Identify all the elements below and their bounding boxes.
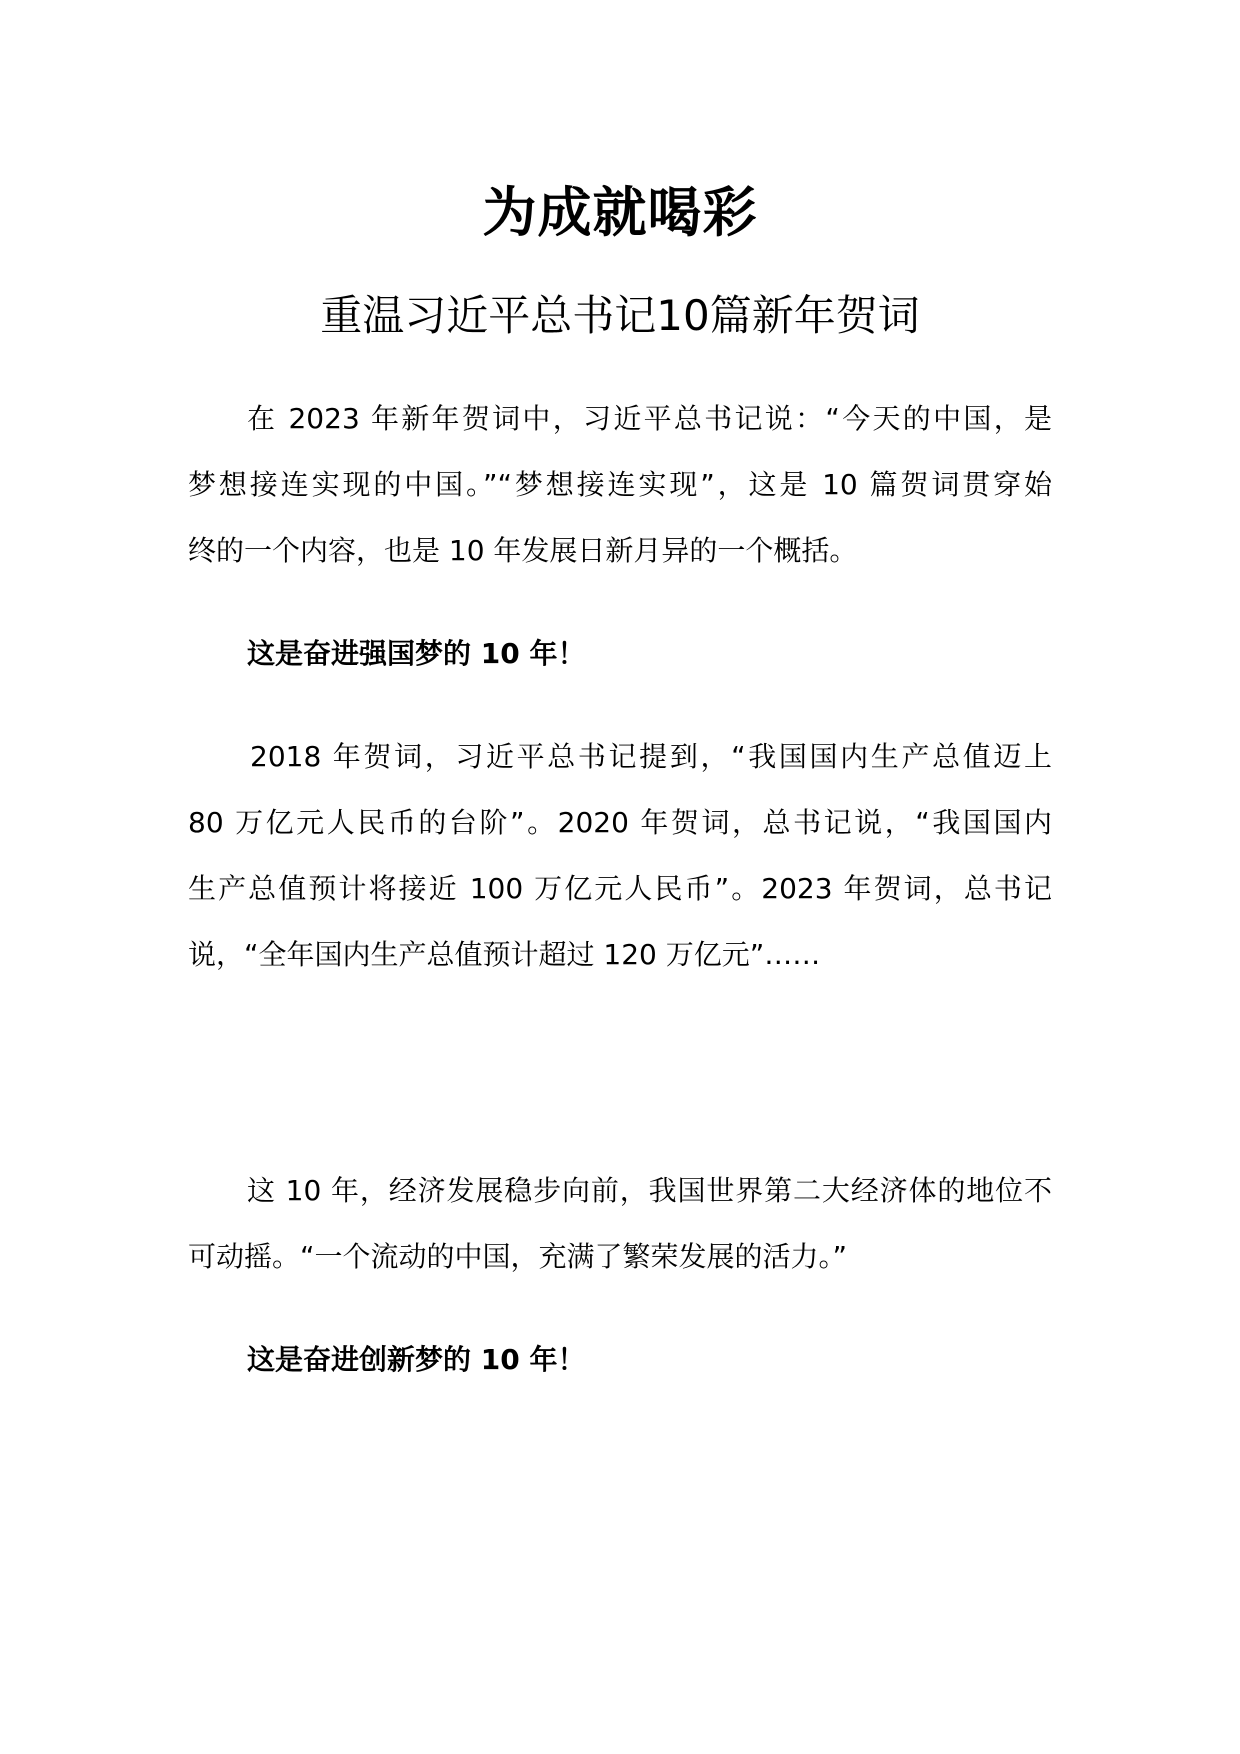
paragraph-line: 在 2023 年新年贺词中，习近平总书记说：“今天的中国，是	[247, 402, 1052, 435]
section-heading: 这是奋进强国梦的 10 年！	[247, 637, 586, 670]
paragraph-line: 梦想接连实现的中国。”“梦想接连实现”，这是 10 篇贺词贯穿始	[188, 468, 1052, 501]
paragraph-line: 说，“全年国内生产总值预计超过 120 万亿元”……	[188, 938, 821, 971]
page-title: 为成就喝彩	[482, 181, 758, 244]
paragraph-line: 生产总值预计将接近 100 万亿元人民币”。2023 年贺词，总书记	[188, 872, 1052, 905]
paragraph-line: 这 10 年，经济发展稳步向前，我国世界第二大经济体的地位不	[247, 1174, 1052, 1207]
paragraph-line: 可动摇。“一个流动的中国，充满了繁荣发展的活力。”	[188, 1240, 848, 1273]
page-subtitle: 重温习近平总书记10篇新年贺词	[320, 291, 920, 340]
paragraph-line: 80 万亿元人民币的台阶”。2020 年贺词，总书记说，“我国国内	[188, 806, 1052, 839]
paragraph-line: 2018 年贺词，习近平总书记提到，“我国国内生产总值迈上	[250, 740, 1052, 773]
paragraph-line: 终的一个内容，也是 10 年发展日新月异的一个概括。	[188, 534, 858, 567]
section-heading: 这是奋进创新梦的 10 年！	[247, 1343, 586, 1376]
